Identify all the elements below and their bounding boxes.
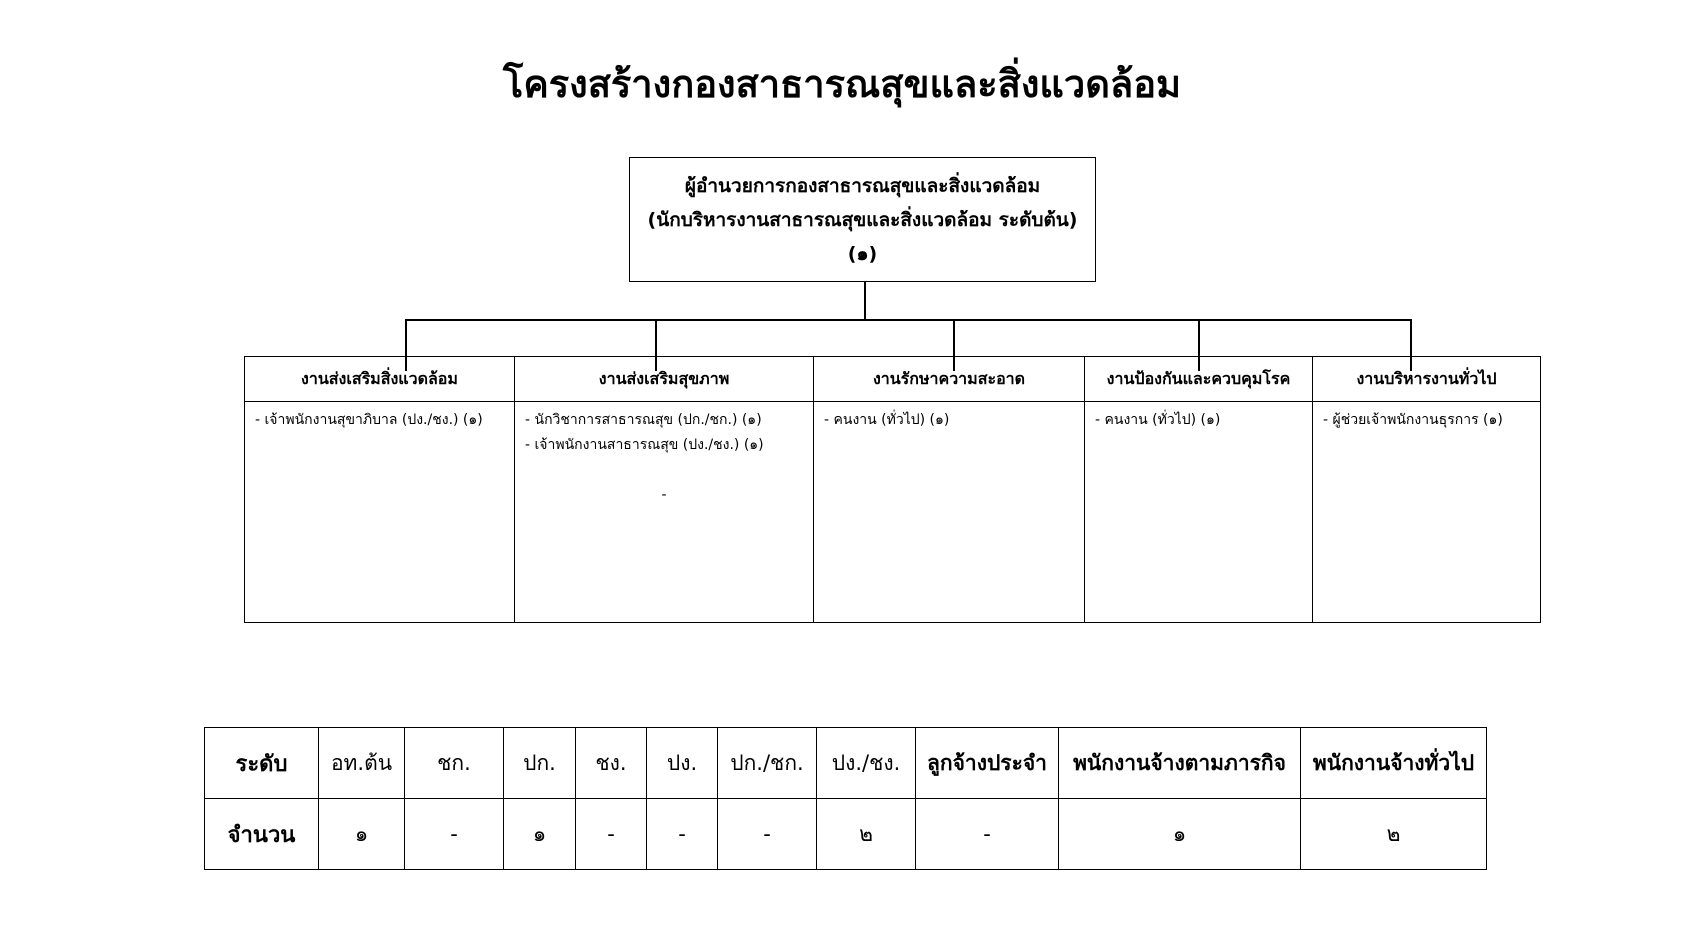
department-staff-row: [245, 402, 1541, 623]
summary-level-row: [205, 728, 1487, 799]
count-cell: ๑: [504, 799, 576, 870]
count-cell: -: [916, 799, 1059, 870]
department-staff-cell: [1313, 402, 1541, 623]
department-staff-cell: [515, 402, 814, 623]
department-name: งานส่งเสริมสุขภาพ: [515, 357, 814, 402]
level-cell: ปง./ชง.: [817, 728, 916, 799]
staff-item: - เจ้าพนักงานสาธารณสุข (ปง./ชง.) (๑): [525, 437, 764, 453]
level-cell: อท.ต้น: [319, 728, 405, 799]
staff-item: - คนงาน (ทั่วไป) (๑): [1095, 412, 1221, 428]
staff-item: - นักวิชาการสาธารณสุข (ปก./ชก.) (๑): [525, 412, 762, 428]
page-title: โครงสร้างกองสาธารณสุขและสิ่งแวดล้อม: [502, 62, 1182, 106]
count-cell: -: [647, 799, 718, 870]
level-cell: ชก.: [405, 728, 504, 799]
count-cell: -: [718, 799, 817, 870]
count-cell: ๒: [1301, 799, 1487, 870]
level-cell: ปก.: [504, 728, 576, 799]
count-cell: ๑: [1059, 799, 1301, 870]
department-name: งานป้องกันและควบคุมโรค: [1085, 357, 1313, 402]
level-cell: พนักงานจ้างตามภารกิจ: [1059, 728, 1301, 799]
count-cell: ๑: [319, 799, 405, 870]
department-name: งานรักษาความสะอาด: [814, 357, 1085, 402]
director-title: ผู้อำนวยการกองสาธารณสุขและสิ่งแวดล้อม: [684, 174, 1041, 197]
level-label: ระดับ: [205, 728, 319, 799]
department-staff-cell: [1085, 402, 1313, 623]
count-cell: -: [576, 799, 647, 870]
director-position: (นักบริหารงานสาธารณสุขและสิ่งแวดล้อม ระดับต้น) (๑): [647, 208, 1078, 265]
summary-table: [204, 727, 1487, 870]
staff-item: - คนงาน (ทั่วไป) (๑): [824, 412, 950, 428]
connector-vertical-main: [864, 282, 866, 320]
count-cell: -: [405, 799, 504, 870]
count-cell: ๒: [817, 799, 916, 870]
director-box: [629, 157, 1096, 282]
department-header-row: [245, 357, 1541, 402]
level-cell: พนักงานจ้างทั่วไป: [1301, 728, 1487, 799]
department-staff-cell: [245, 402, 515, 623]
staff-item: - เจ้าพนักงานสุขาภิบาล (ปง./ชง.) (๑): [255, 412, 483, 428]
staff-item: - ผู้ช่วยเจ้าพนักงานธุรการ (๑): [1323, 412, 1503, 428]
department-table: [244, 356, 1541, 623]
connector-horizontal: [405, 319, 1411, 321]
count-label: จำนวน: [205, 799, 319, 870]
department-name: งานบริหารงานทั่วไป: [1313, 357, 1541, 402]
level-cell: ลูกจ้างประจำ: [916, 728, 1059, 799]
summary-count-row: [205, 799, 1487, 870]
level-cell: ปก./ชก.: [718, 728, 817, 799]
level-cell: ปง.: [647, 728, 718, 799]
department-name: งานส่งเสริมสิ่งแวดล้อม: [245, 357, 515, 402]
staff-extra-dash: -: [661, 487, 667, 503]
level-cell: ชง.: [576, 728, 647, 799]
department-staff-cell: [814, 402, 1085, 623]
